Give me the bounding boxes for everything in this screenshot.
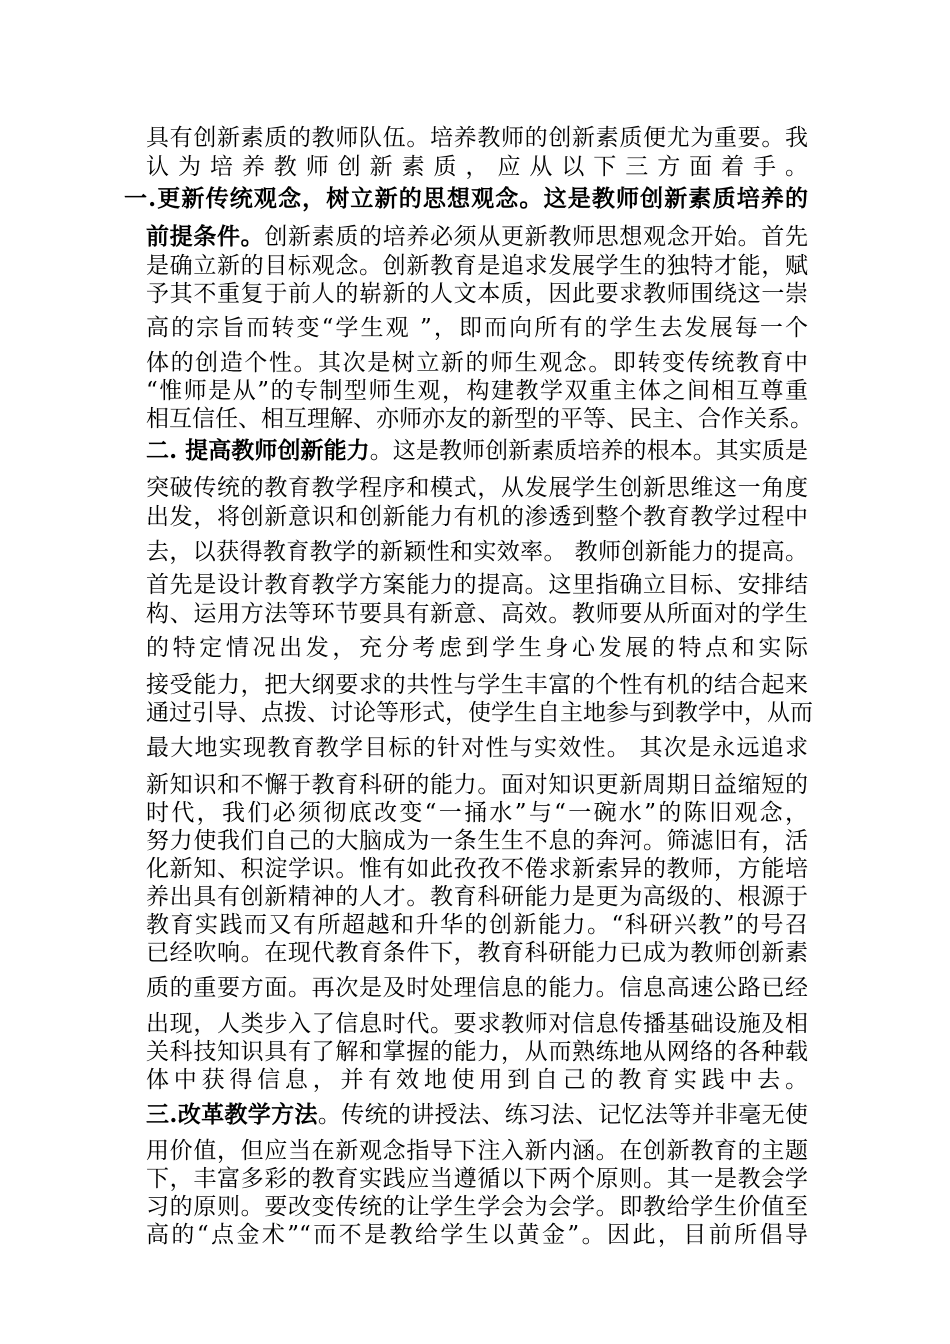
text-line: 高的“点金术”“而不是教给学生以黄金”。因此，目前所倡导: [146, 1222, 808, 1248]
text-line: 高的宗旨而转变“学生观 ”，即而向所有的学生去发展每一个: [146, 315, 808, 341]
text-line: 构、运用方法等环节要具有新意、高效。教师要从所面对的学生: [146, 601, 808, 627]
text-line: 出现，人类步入了信息时代。要求教师对信息传播基础设施及相: [146, 1011, 808, 1037]
text-line: 体中获得信息，并有效地使用到自己的教育实践中去。: [146, 1067, 808, 1093]
text-line: 去，以获得教育教学的新颖性和实效率。 教师创新能力的提高。: [146, 539, 808, 565]
text-line: 体的创造个性。其次是树立新的师生观念。即转变传统教育中: [146, 350, 808, 376]
text-line: 具有创新素质的教师队伍。培养教师的创新素质便尤为重要。我: [146, 125, 808, 151]
text-line: 是确立新的目标观念。创新教育是追求发展学生的独特才能，赋: [146, 253, 808, 279]
text-line: 接受能力，把大纲要求的共性与学生丰富的个性有机的结合起来: [146, 672, 808, 698]
section-heading-2: 二. 提高教师创新能力。这是教师创新素质培养的根本。其实质是: [146, 437, 809, 464]
text-line: 予其不重复于前人的崭新的人文本质，因此要求教师围绕这一崇: [146, 281, 808, 307]
text-line: 相互信任、相互理解、亦师亦友的新型的平等、民主、合作关系。: [146, 406, 813, 432]
text-line: 前提条件。创新素质的培养必须从更新教师思想观念开始。首先: [146, 223, 809, 250]
text-line: 化新知、积淀学识。惟有如此孜孜不倦求新索异的教师，方能培: [146, 856, 808, 882]
text-line: 质的重要方面。再次是及时处理信息的能力。信息高速公路已经: [146, 975, 808, 1001]
text-line: 时代，我们必须彻底改变“一捅水”与“一碗水”的陈旧观念，: [146, 800, 808, 826]
section-heading-3: 三.改革教学方法。传统的讲授法、练习法、记忆法等并非毫无使: [146, 1101, 809, 1128]
text-line: 下，丰富多彩的教育实践应当遵循以下两个原则。其一是教会学: [146, 1166, 808, 1192]
text-line: 新知识和不懈于教育科研的能力。面对知识更新周期日益缩短的: [146, 772, 808, 798]
text-line: 突破传统的教育教学程序和模式，从发展学生创新思维这一角度: [146, 475, 808, 501]
text-line: 的特定情况出发，充分考虑到学生身心发展的特点和实际: [146, 635, 808, 661]
text-line: 最大地实现教育教学目标的针对性与实效性。 其次是永远追求: [146, 735, 808, 761]
text-line: 关科技知识具有了解和掌握的能力，从而熟练地从网络的各种载: [146, 1039, 808, 1065]
section-heading-1: 一.更新传统观念，树立新的思想观念。这是教师创新素质培养的: [124, 185, 808, 212]
text-line: 出发，将创新意识和创新能力有机的渗透到整个教育教学过程中: [146, 504, 808, 530]
text-line: 首先是设计教育教学方案能力的提高。这里指确立目标、安排结: [146, 572, 808, 598]
text-line: “惟师是从”的专制型师生观，构建教学双重主体之间相互尊重: [146, 378, 808, 404]
text-line: 认为培养教师创新素质，应从以下三方面着手。: [146, 154, 808, 180]
text-line: 用价值，但应当在新观念指导下注入新内涵。在创新教育的主题: [146, 1138, 808, 1164]
text-line: 已经吹响。在现代教育条件下，教育科研能力已成为教师创新素: [146, 940, 808, 966]
text-line: 努力使我们自己的大脑成为一条生生不息的奔河。筛滤旧有，活: [146, 828, 808, 854]
text-line: 养出具有创新精神的人才。教育科研能力是更为高级的、根源于: [146, 884, 808, 910]
text-line: 习的原则。要改变传统的让学生学会为会学。即教给学生价值至: [146, 1194, 808, 1220]
text-line: 通过引导、点拨、讨论等形式，使学生自主地参与到教学中，从而: [146, 700, 813, 726]
text-line: 教育实践而又有所超越和升华的创新能力。“科研兴教”的号召: [146, 912, 808, 938]
